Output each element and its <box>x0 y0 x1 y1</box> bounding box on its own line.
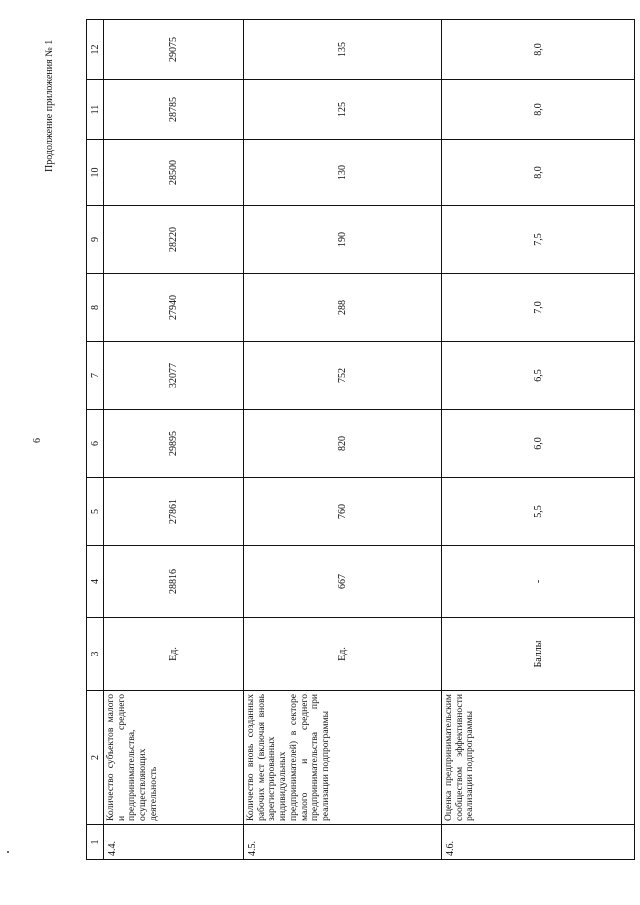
value-cell: 130 <box>244 140 442 206</box>
value-cell: 125 <box>244 80 442 140</box>
value-cell: 32077 <box>104 342 244 410</box>
value-cell: 28500 <box>104 140 244 206</box>
page-number: 6 <box>32 438 43 443</box>
column-header: 1 <box>87 825 104 860</box>
table-row <box>104 20 244 860</box>
value-cell: 29075 <box>104 20 244 80</box>
value-cell: 760 <box>244 478 442 546</box>
column-header: 10 <box>87 140 104 206</box>
column-header: 12 <box>87 20 104 80</box>
value-cell: 7,5 <box>442 206 635 274</box>
scan-mark <box>7 851 9 853</box>
value-cell: 135 <box>244 20 442 80</box>
value-cell: - <box>442 546 635 618</box>
value-cell: 752 <box>244 342 442 410</box>
unit-cell: Ед. <box>104 618 244 691</box>
indicator-name: Оценка предпринимательским сообществом эффективности реализации подпрограммы <box>442 691 635 825</box>
column-header: 7 <box>87 342 104 410</box>
value-cell: 8,0 <box>442 140 635 206</box>
table-row <box>442 20 635 860</box>
column-header: 8 <box>87 274 104 342</box>
indicator-name: Количество вновь созданных рабочих мест (включая вновь зарегистрированных индивидуальных предпринимателей) в секторе малого и среднего предпринимательства при реализации подпрограммы <box>244 691 442 825</box>
value-cell: 190 <box>244 206 442 274</box>
header-row <box>87 20 104 860</box>
value-cell: 29895 <box>104 410 244 478</box>
value-cell: 6,0 <box>442 410 635 478</box>
column-header: 9 <box>87 206 104 274</box>
appendix-continuation-title: Продолжение приложения № 1 <box>44 39 55 172</box>
value-cell: 28785 <box>104 80 244 140</box>
column-header: 4 <box>87 546 104 618</box>
value-cell: 667 <box>244 546 442 618</box>
value-cell: 288 <box>244 274 442 342</box>
unit-cell: Ед. <box>244 618 442 691</box>
indicator-table <box>86 19 635 860</box>
value-cell: 6,5 <box>442 342 635 410</box>
value-cell: 27940 <box>104 274 244 342</box>
column-header: 11 <box>87 80 104 140</box>
table-row <box>244 20 442 860</box>
value-cell: 7,0 <box>442 274 635 342</box>
row-number: 4.4. <box>104 825 244 860</box>
row-number: 4.5. <box>244 825 442 860</box>
indicator-table-wrapper <box>86 20 635 860</box>
value-cell: 5,5 <box>442 478 635 546</box>
column-header: 6 <box>87 410 104 478</box>
column-header: 2 <box>87 691 104 825</box>
value-cell: 27861 <box>104 478 244 546</box>
column-header: 3 <box>87 618 104 691</box>
row-number: 4.6. <box>442 825 635 860</box>
value-cell: 8,0 <box>442 20 635 80</box>
value-cell: 8,0 <box>442 80 635 140</box>
value-cell: 820 <box>244 410 442 478</box>
value-cell: 28220 <box>104 206 244 274</box>
value-cell: 28816 <box>104 546 244 618</box>
column-header: 5 <box>87 478 104 546</box>
unit-cell: Баллы <box>442 618 635 691</box>
indicator-name: Количество субъектов малого и среднего предпринимательства, осуществляющих деятельность <box>104 691 244 825</box>
